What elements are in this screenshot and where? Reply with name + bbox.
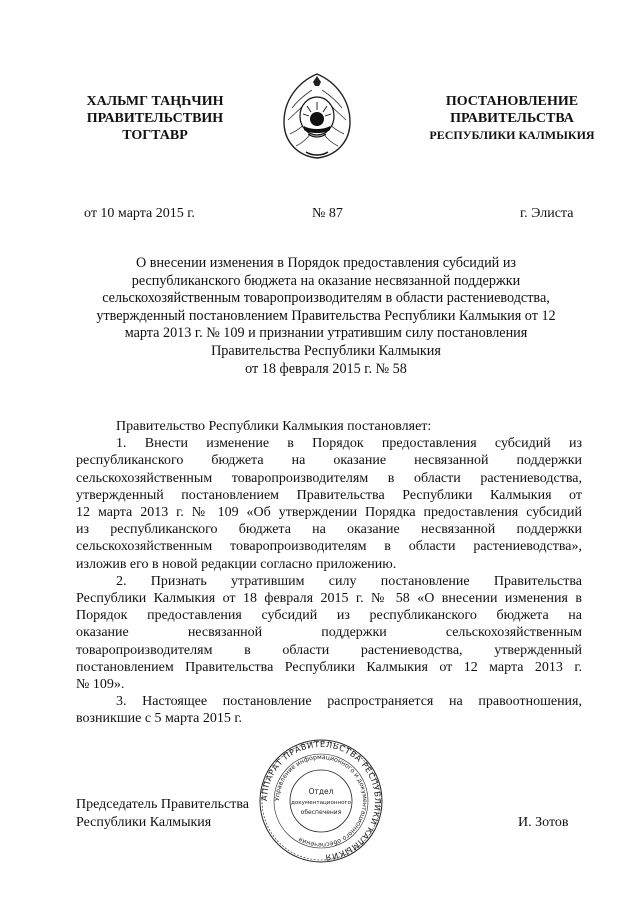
signatory-position-line-2: Республики Калмыкия xyxy=(76,815,212,830)
title-line: марта 2013 г. № 109 и признании утратившим силу постановления xyxy=(124,325,528,342)
p1-line: республиканского бюджета на оказание несвязанной поддержки xyxy=(76,453,582,469)
official-stamp xyxy=(258,738,384,864)
stamp-center-line-1: Отдел xyxy=(308,787,334,796)
header-kalmyk-line-1: ХАЛЬМГ ТАҢҺЧИН xyxy=(86,94,224,109)
title-line: сельскохозяйственным товаропроизводителям в области растениеводства, xyxy=(102,290,550,307)
p1-line: 1. Внести изменение в Порядок предоставления субсидий из xyxy=(116,436,582,452)
decree-body xyxy=(76,418,582,728)
decree-number: № 87 xyxy=(312,206,343,221)
header-kalmyk-line-3: ТОГТАВР xyxy=(122,128,188,143)
header-russian xyxy=(412,93,612,144)
stamp-outer-text: АППАРАТ ПРАВИТЕЛЬСТВА РЕСПУБЛИКИ КАЛМЫКИЯ xyxy=(258,738,384,863)
p1-line: утвержденный постановлением Правительства Республики Калмыкия от xyxy=(76,487,582,503)
title-line: от 18 февраля 2015 г. № 58 xyxy=(245,360,407,377)
p2-line: Республики Калмыкия от 18 февраля 2015 г. № 58 «О внесении изменения в xyxy=(76,591,582,607)
title-line: О внесении изменения в Порядок предоставления субсидий из xyxy=(135,255,517,271)
p1-line: сельскохозяйственным товаропроизводителям в области растениеводства, xyxy=(76,470,582,486)
body-intro: Правительство Республики Калмыкия постановляет: xyxy=(116,419,432,434)
p2-line: постановлением Правительства Республики Калмыкия от 12 марта 2013 г. xyxy=(76,659,582,675)
signatory-position-line-1: Председатель Правительства xyxy=(76,797,249,812)
p3-line: возникшие с 5 марта 2015 г. xyxy=(76,711,242,727)
decree-title xyxy=(70,255,582,378)
header-russian-line-3: РЕСПУБЛИКИ КАЛМЫКИЯ xyxy=(429,128,595,142)
title-line: республиканского бюджета на оказание несвязанной поддержки xyxy=(131,272,521,289)
paragraph-1 xyxy=(76,435,582,573)
coat-of-arms-emblem xyxy=(276,72,358,160)
decree-date: от 10 марта 2015 г. xyxy=(84,206,195,221)
stamp-inner-text: Управление информационного и документационного обеспечения xyxy=(273,753,369,849)
p1-line: из республиканского бюджета на оказание несвязанной поддержки xyxy=(76,522,582,538)
decree-city: г. Элиста xyxy=(520,206,574,221)
p2-line: 2. Признать утратившим силу постановление Правительства xyxy=(116,573,582,589)
header-kalmyk xyxy=(60,93,250,144)
p3-line: 3. Настоящее постановление распространяется на правоотношения, xyxy=(116,694,582,710)
p2-line: № 109». xyxy=(76,677,125,693)
header-kalmyk-line-2: ПРАВИТЕЛЬСТВИН xyxy=(86,111,224,126)
p1-line: изложив его в новой редакции согласно приложению. xyxy=(76,556,397,572)
p1-line: сельскохозяйственным товаропроизводителям в области растениеводства», xyxy=(76,539,582,555)
header-russian-line-1: ПОСТАНОВЛЕНИЕ xyxy=(445,94,579,109)
p2-line: Порядок предоставления субсидий из республиканского бюджета на xyxy=(76,608,582,624)
title-line: утвержденный постановлением Правительства Республики Калмыкия от 12 xyxy=(96,307,556,324)
stamp-center-line-3: обеспечения xyxy=(300,809,342,816)
signatory-name: И. Зотов xyxy=(518,815,569,830)
title-line: Правительства Республики Калмыкия xyxy=(211,342,441,359)
p1-line: 12 марта 2013 г. № 109 «Об утверждении Порядка предоставления субсидий xyxy=(76,505,582,521)
stamp-center-line-2: документационного xyxy=(291,800,351,806)
header-russian-line-2: ПРАВИТЕЛЬСТВА xyxy=(450,111,574,126)
paragraph-2 xyxy=(76,573,582,693)
signatory-position xyxy=(76,796,249,832)
p2-line: товаропроизводителям в области растениеводства, утвержденный xyxy=(76,642,582,658)
p2-line: оказание несвязанной поддержки сельскохозяйственным xyxy=(76,625,582,641)
paragraph-3 xyxy=(76,693,582,727)
